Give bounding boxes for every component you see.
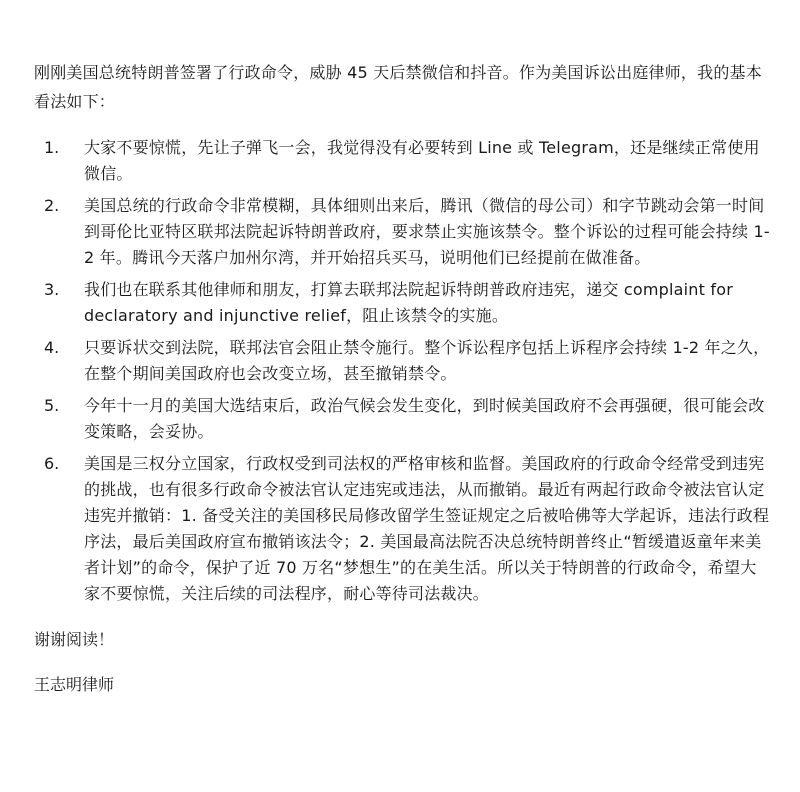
list-item-number: 1. <box>44 138 60 157</box>
list-item-number: 2. <box>44 196 60 215</box>
numbered-list <box>34 135 772 607</box>
list-item-text: 我们也在联系其他律师和朋友，打算去联邦法院起诉特朗普政府违宪，递交 complaint for declaratory and injunctive relief，阻止该禁令的实施。 <box>84 280 734 325</box>
list-item <box>34 135 772 187</box>
list-item-text: 美国总统的行政命令非常模糊，具体细则出来后，腾讯（微信的母公司）和字节跳动会第一时间到哥伦比亚特区联邦法院起诉特朗普政府，要求禁止实施该禁令。整个诉讼的过程可能会持续 1-2 年。腾讯今天落户加州尔湾，并开始招兵买马，说明他们已经提前在做准备。 <box>84 196 770 267</box>
list-item-text: 今年十一月的美国大选结束后，政治气候会发生变化，到时候美国政府不会再强硬，很可能会改变策略，会妥协。 <box>84 396 765 441</box>
list-item <box>34 193 772 271</box>
thanks-line: 谢谢阅读！ <box>34 630 115 649</box>
list-item-number: 4. <box>44 338 60 357</box>
list-item <box>34 335 772 387</box>
list-item-text: 只要诉状交到法院，联邦法官会阻止禁令施行。整个诉讼程序包括上诉程序会持续 1-2 年之久，在整个期间美国政府也会改变立场，甚至撤销禁令。 <box>84 338 770 383</box>
list-item-text: 大家不要惊慌，先让子弹飞一会，我觉得没有必要转到 Line 或 Telegram，还是继续正常使用微信。 <box>84 138 760 183</box>
list-item-text: 美国是三权分立国家，行政权受到司法权的严格审核和监督。美国政府的行政命令经常受到违宪的挑战，也有很多行政命令被法官认定违宪或违法，从而撤销。最近有两起行政命令被法官认定违宪并撤销：1. 备受关注的美国移民局修改留学生签证规定之后被哈佛等大学起诉，违法行政程序法，最后美国政府宣布撤销该法令；2. 美国最高法院否决总统特朗普终止“暂缓遣返童年来美者计划”的命令，保护了近 70 万名“梦想生”的在美生活。所以关于特朗普的行政命令，希望大家不要惊慌，关注后续的司法程序，耐心等待司法裁决。 <box>84 454 770 603</box>
list-item-number: 6. <box>44 454 60 473</box>
intro-paragraph: 刚刚美国总统特朗普签署了行政命令，威胁 45 天后禁微信和抖音。作为美国诉讼出庭律师，我的基本看法如下： <box>34 63 762 111</box>
list-item <box>34 277 772 329</box>
signature-line: 王志明律师 <box>34 675 115 694</box>
list-item <box>34 393 772 445</box>
list-item-number: 3. <box>44 280 60 299</box>
list-item-number: 5. <box>44 396 60 415</box>
list-item <box>34 451 772 607</box>
